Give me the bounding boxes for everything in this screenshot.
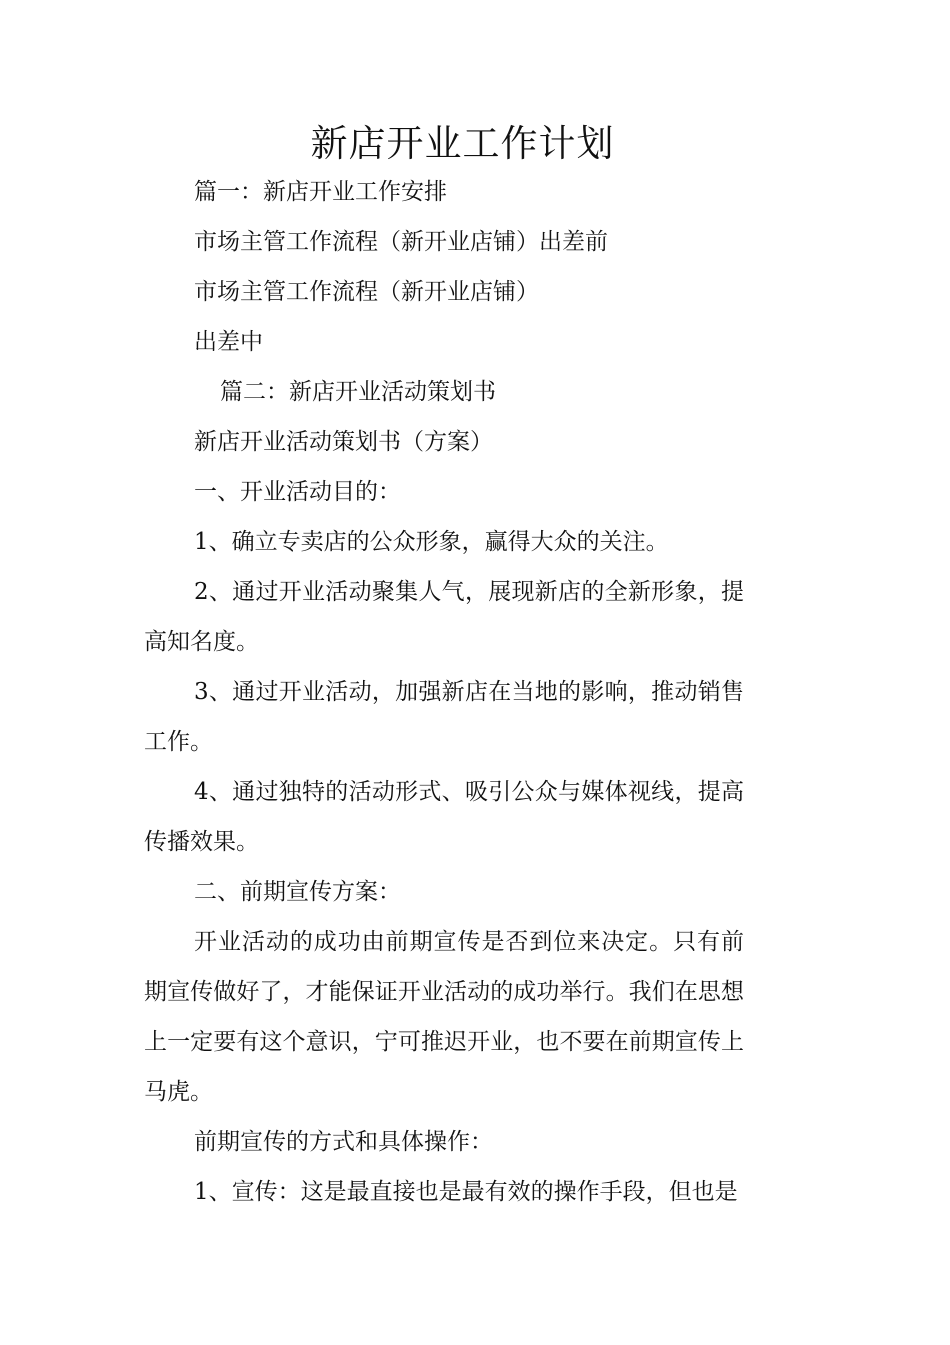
- list-item: 3、通过开业活动，加强新店在当地的影响，推动销售工作。: [144, 679, 744, 755]
- subtitle: 新店开业活动策划书（方案）: [194, 429, 493, 455]
- list-item: 1、确立专卖店的公众形象，赢得大众的关注。: [194, 529, 669, 555]
- list-item: 1、宣传：这是最直接也是最有效的操作手段，但也是: [194, 1179, 738, 1205]
- section-heading: 一、开业活动目的：: [194, 479, 401, 505]
- part-two-heading: 篇二：新店开业活动策划书: [220, 379, 496, 405]
- section-heading: 二、前期宣传方案：: [194, 879, 401, 905]
- list-item: 4、通过独特的活动形式、吸引公众与媒体视线，提高传播效果。: [144, 779, 744, 855]
- subheading: 前期宣传的方式和具体操作：: [194, 1129, 493, 1155]
- part-one-heading: 篇一：新店开业工作安排: [194, 179, 447, 205]
- text-line: 市场主管工作流程（新开业店铺）: [194, 279, 539, 305]
- text-line: 市场主管工作流程（新开业店铺）出差前: [194, 229, 608, 255]
- list-item: 2、通过开业活动聚集人气，展现新店的全新形象，提高知名度。: [144, 579, 744, 655]
- text-line: 出差中: [194, 329, 263, 355]
- paragraph: 开业活动的成功由前期宣传是否到位来决定。只有前期宣传做好了，才能保证开业活动的成功举行。我们在思想上一定要有这个意识，宁可推迟开业，也不要在前期宣传上马虎。: [144, 929, 744, 1105]
- document-title: 新店开业工作计划: [310, 122, 615, 165]
